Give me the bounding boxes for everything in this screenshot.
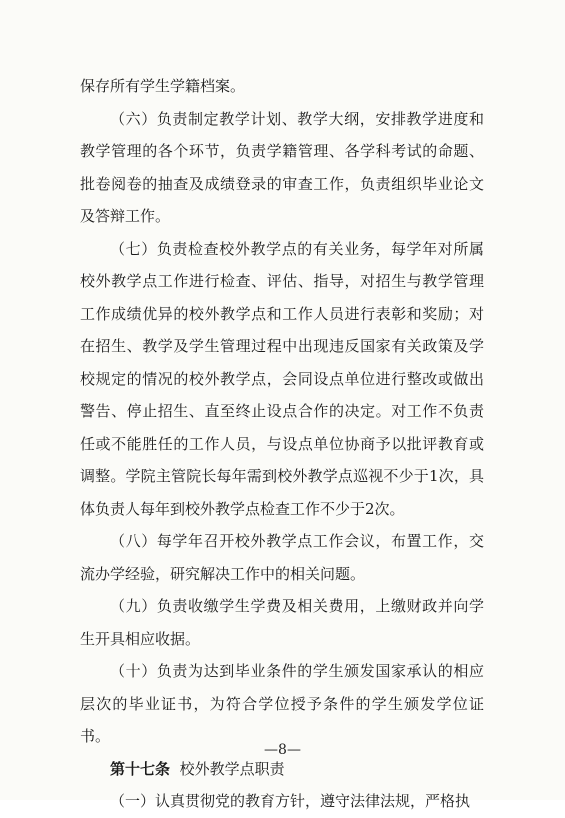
- article-label: 第十七条: [110, 759, 171, 778]
- item-7-paragraph: （七）负责检查校外教学点的有关业务，每学年对所属校外教学点工作进行检查、评估、指导，对招生与教学管理工作成绩优异的校外教学点和工作人员进行表彰和奖励；对在招生、教学及学生管理过程中出现违反国家有关政策及学校规定的情况的校外教学点，会同设点单位进行整改或做出警告、停止招生、直至终止设点合作的决定。对工作不负责任或不能胜任的工作人员，与设点单位协商予以批评教育或调整。学院主管院长每年需到校外教学点巡视不少于1次，具体负责人每年到校外教学点检查工作不少于2次。: [80, 239, 484, 518]
- item-8-paragraph: （八）每学年召开校外教学点工作会议，布置工作，交流办学经验，研究解决工作中的相关问题。: [80, 532, 484, 583]
- item-9-paragraph: （九）负责收缴学生学费及相关费用，上缴财政并向学生开具相应收据。: [80, 597, 484, 648]
- document-body: [80, 70, 484, 818]
- article-item-1-paragraph: （一）认真贯彻党的教育方针，遵守法律法规，严格执: [110, 792, 471, 810]
- article-title: 校外教学点职责: [179, 759, 285, 778]
- item-10-paragraph: （十）负责为达到毕业条件的学生颁发国家承认的相应层次的毕业证书，为符合学位授予条件的学生颁发学位证书。: [80, 662, 484, 745]
- continuation-paragraph: 保存所有学生学籍档案。: [80, 77, 246, 95]
- page-number: —8—: [264, 742, 301, 758]
- item-6-paragraph: （六）负责制定教学计划、教学大纲，安排教学进度和教学管理的各个环节，负责学籍管理、各学科考试的命题、批卷阅卷的抽查及成绩登录的审查工作，负责组织毕业论文及答辩工作。: [80, 109, 484, 225]
